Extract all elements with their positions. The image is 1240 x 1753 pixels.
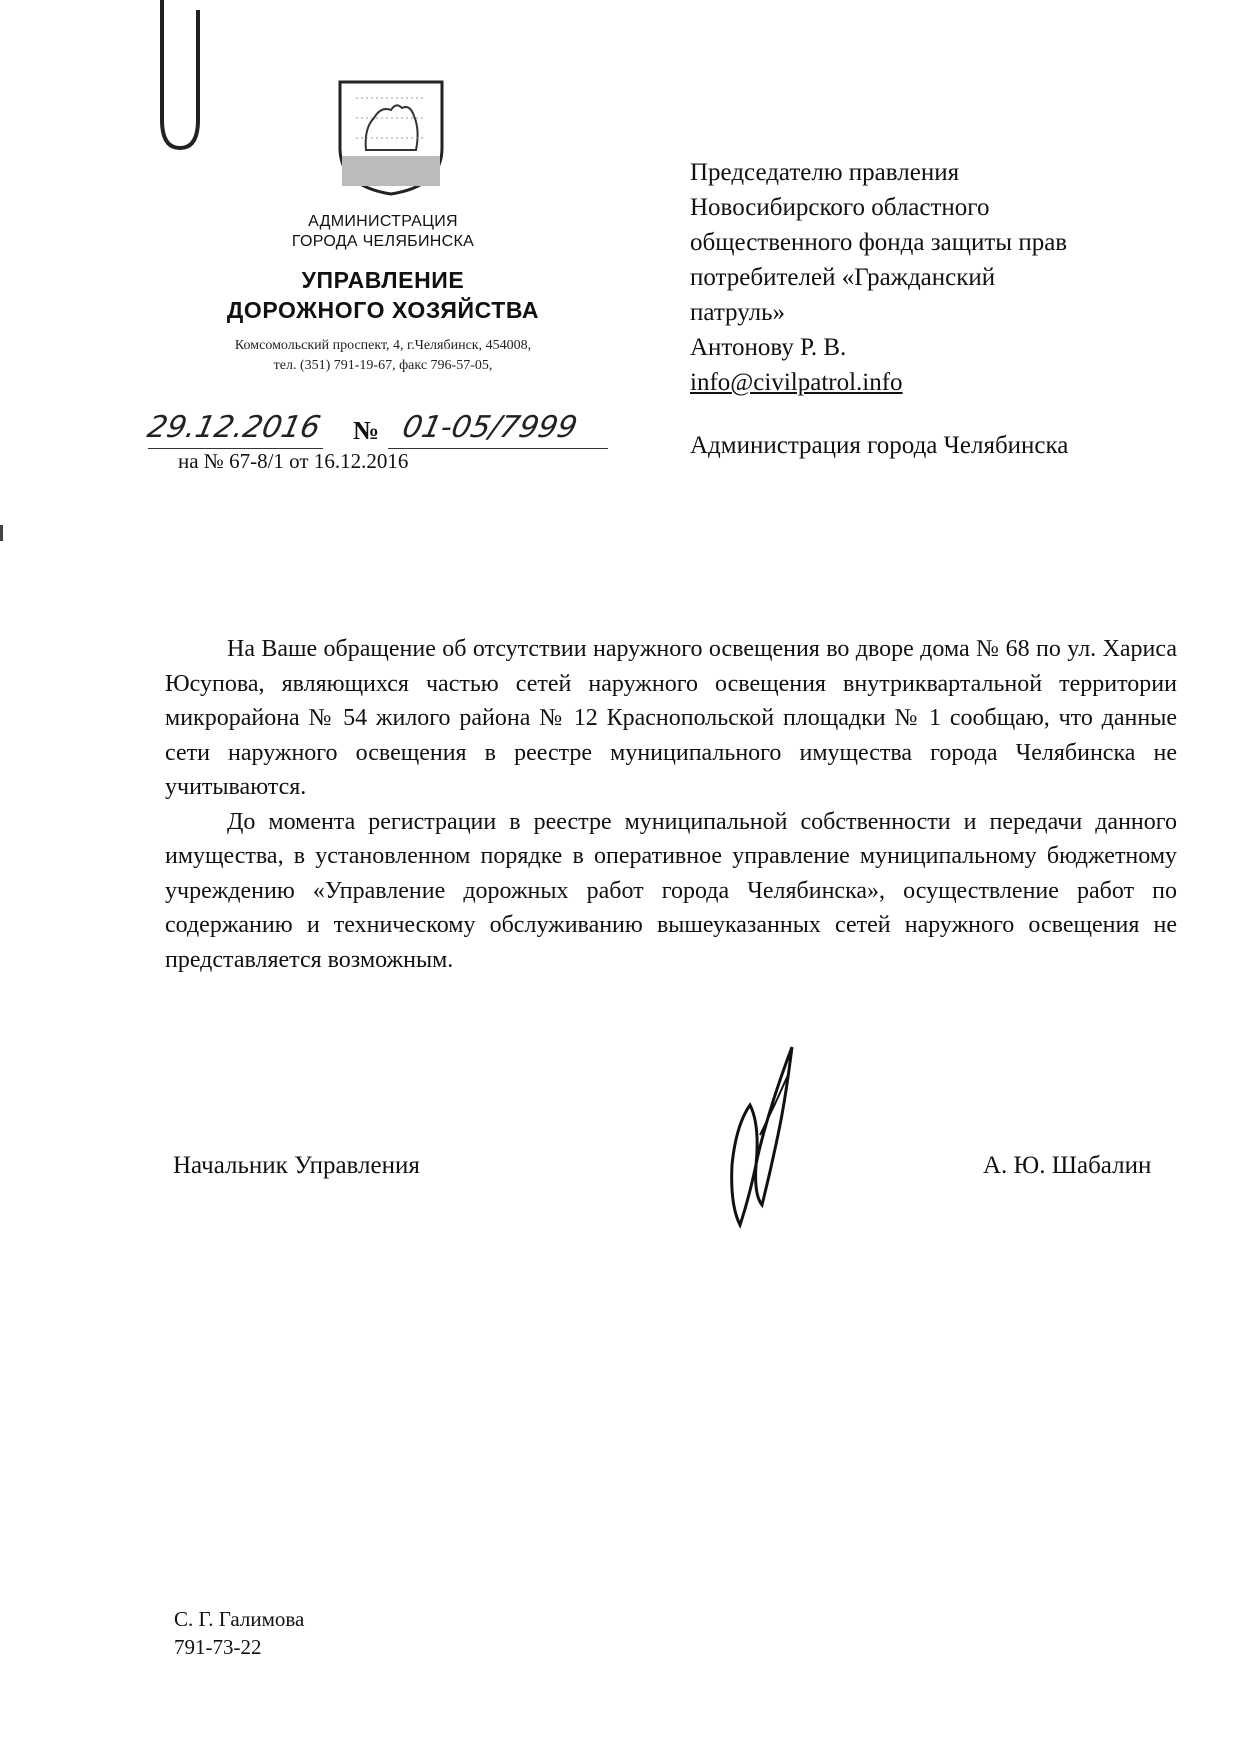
copy-recipient: Администрация города Челябинска: [690, 432, 1069, 459]
dept-name-line2: ДОРОЖНОГО ХОЗЯЙСТВА: [226, 297, 540, 323]
org-name-line2: ГОРОДА ЧЕЛЯБИНСКА: [291, 233, 475, 250]
scan-edge-mark: [0, 525, 3, 541]
body-paragraph: До момента регистрации в реестре муниципальной собственности и передачи данного имущества, в установленном порядке в оперативное управление муниципальному бюджетному учреждению «Управление дорожных работ города Челябинска», осуществление работ по содержанию и техническому обслуживанию вышеуказанных сетей наружного освещения не представляется возможным.: [165, 808, 1177, 973]
paper-clip-icon: [150, 0, 210, 155]
org-name-line1: АДМИНИСТРАЦИЯ: [308, 213, 458, 230]
org-address-line1: Комсомольский проспект, 4, г.Челябинск, 454008,: [234, 338, 532, 353]
body-paragraph: На Ваше обращение об отсутствии наружного освещения во дворе дома № 68 по ул. Хариса Юсупова, являющихся частью сетей наружного освещения внутриквартальной территории микрорайона № 54 жилого района № 12 Краснопольской площадки № 1 сообщаю, что данные сети наружного освещения в реестре муниципального имущества города Челябинска не учитываются.: [165, 636, 1177, 800]
addressee-block: [690, 155, 1150, 400]
coat-of-arms-icon: [336, 78, 446, 196]
addressee-line: Антонову Р. В.: [690, 334, 847, 361]
addressee-email-link[interactable]: info@civilpatrol.info: [690, 369, 903, 396]
signatory-name: А. Ю. Шабалин: [983, 1152, 1152, 1179]
reply-reference: на № 67-8/1 от 16.12.2016: [178, 449, 409, 473]
dept-name-line1: УПРАВЛЕНИЕ: [301, 267, 465, 293]
addressee-line: потребителей «Гражданский: [690, 264, 996, 291]
addressee-line: патруль»: [690, 299, 786, 326]
executor-phone: 791-73-22: [174, 1635, 262, 1659]
handwritten-signature-icon: [700, 1045, 830, 1230]
addressee-line: Председателю правления: [690, 159, 960, 186]
registration-line: [144, 410, 628, 450]
registration-date: 29.12.2016: [144, 410, 324, 445]
number-sign: №: [353, 416, 380, 445]
org-address-line2: тел. (351) 791-19-67, факс 796-57-05,: [273, 358, 493, 373]
addressee-line: общественного фонда защиты прав: [690, 229, 1068, 256]
executor-name: С. Г. Галимова: [174, 1607, 305, 1631]
addressee-line: Новосибирского областного: [690, 194, 990, 221]
executor-block: [174, 1605, 304, 1661]
letter-body: [165, 632, 1177, 977]
registration-number: 01-05/7999: [399, 410, 581, 445]
signatory-title: Начальник Управления: [173, 1152, 420, 1179]
